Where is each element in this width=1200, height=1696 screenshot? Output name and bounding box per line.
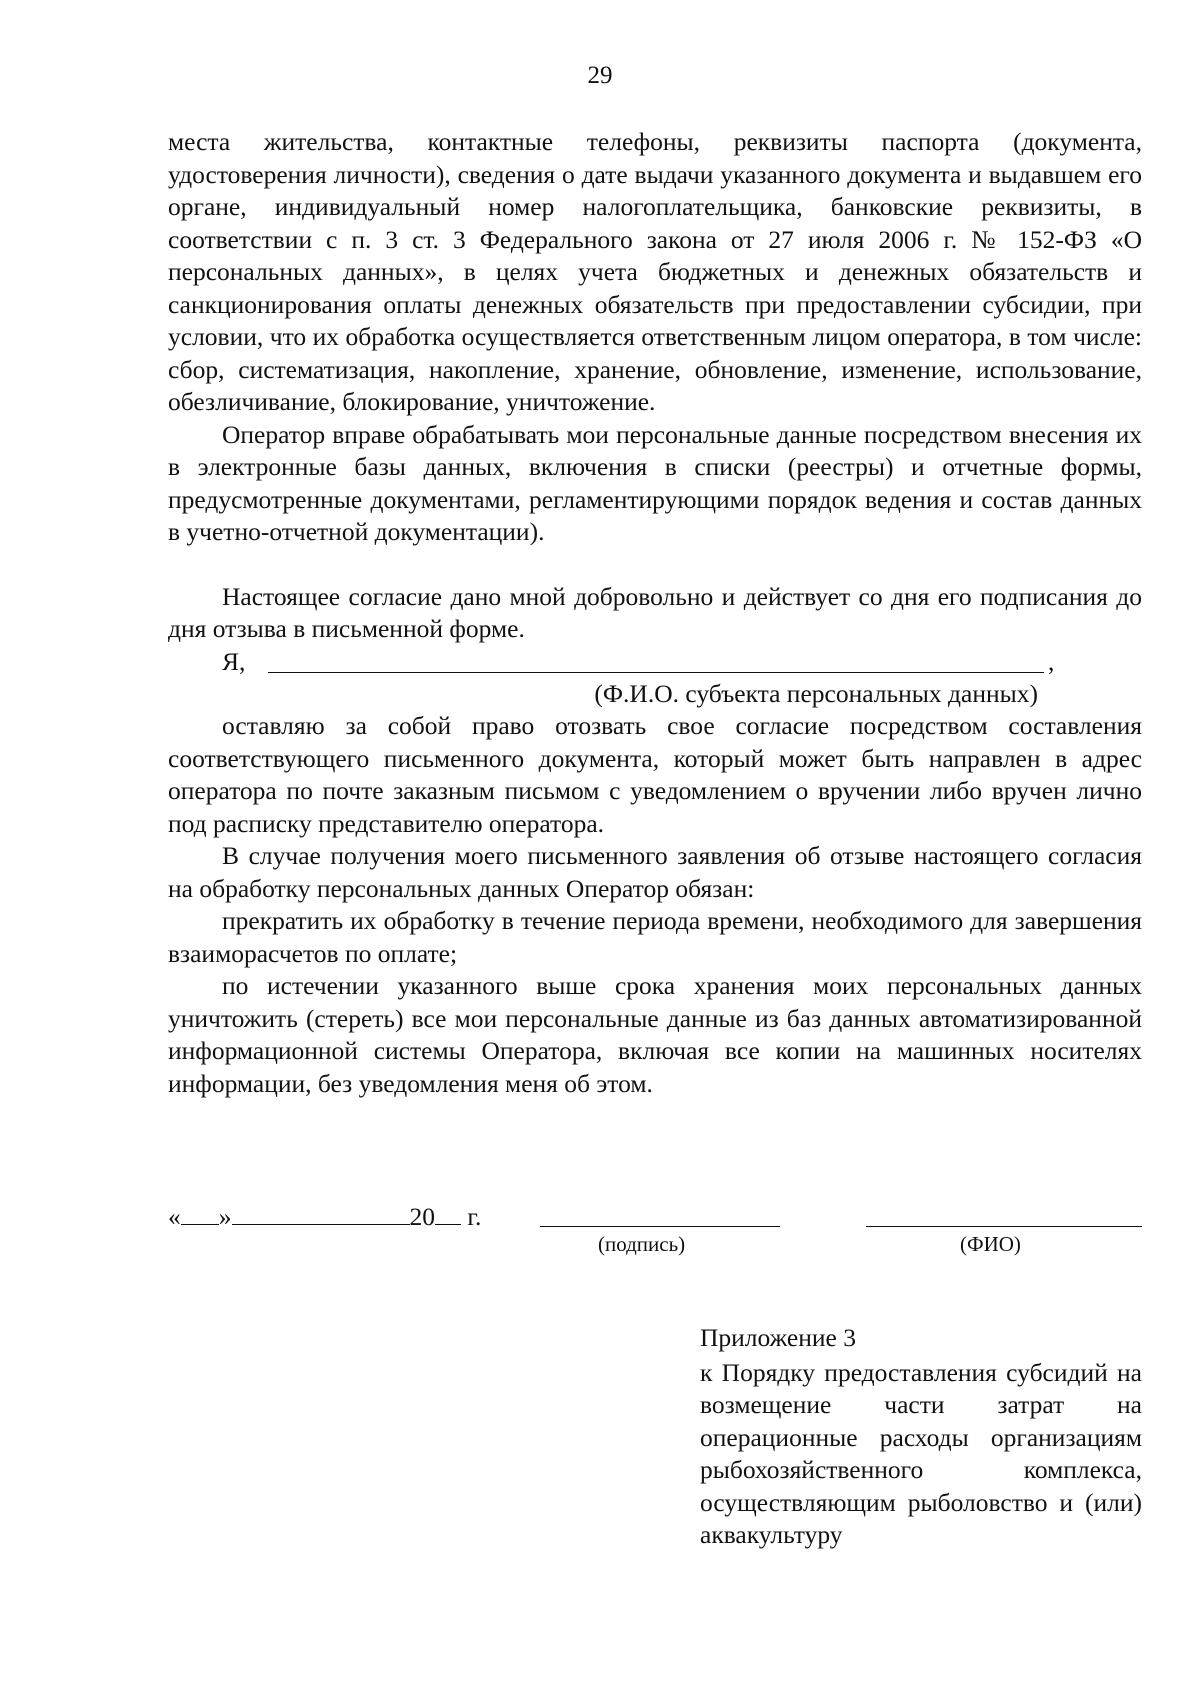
paragraph-stop-processing: прекратить их обработку в течение периода времени, необходимого для завершения взаиморасчетов по оплате; [168, 906, 1142, 968]
date-close-quote: » [218, 1202, 232, 1231]
signature-block [168, 1198, 1142, 1262]
paragraph-revoke-right: оставляю за собой право отозвать свое согласие посредством составления соответствующего письменного документа, который может быть направлен в адрес оператора по почте заказным письмом с уведомлением о вручении либо вручен лично под расписку представителю оператора. [168, 711, 1142, 838]
fio-signature-caption: (ФИО) [960, 1232, 1021, 1256]
document-body [168, 126, 1142, 1100]
fio-prefix: Я, [222, 646, 246, 676]
paragraph-operator-obligation: В случае получения моего письменного заявления об отзыве настоящего согласия на обработку персональных данных Оператор обязан: [168, 841, 1142, 903]
paragraph-consent: Настоящее согласие дано мной добровольно и действует со дня его подписания до дня отзыва в письменной форме. [168, 581, 1142, 643]
day-blank [181, 1198, 219, 1225]
date-field [168, 1198, 481, 1232]
annex-title: Приложение 3 [700, 1323, 856, 1352]
annex-text: к Порядку предоставления субсидий на возмещение части затрат на операционные расходы организациям рыбохозяйственного комплекса, осуществляющим рыболовство и (или) аквакультуру [700, 1357, 1142, 1549]
fio-caption: (Ф.И.О. субъекта персональных данных) [594, 678, 1038, 708]
year-suffix: г. [467, 1202, 482, 1231]
date-open-quote: « [168, 1202, 181, 1231]
month-blank [232, 1198, 410, 1225]
year-blank [435, 1198, 461, 1225]
page-number: 29 [587, 62, 613, 89]
spacer [168, 549, 1142, 581]
fio-fill-line [168, 646, 1142, 678]
paragraph-personal-data-list: места жительства, контактные телефоны, реквизиты паспорта (документа, удостоверения личности), сведения о дате выдачи указанного документа и выдавшем его органе, индивидуальный номер налогоплательщика, банковские реквизиты, в соответствии с п. 3 ст. 3 Федерального закона от 27 июля 2006 г. № 152-ФЗ «О персональных данных», в целях учета бюджетных и денежных обязательств и санкционирования оплаты денежных обязательств при предоставлении субсидии, при условии, что их обработка осуществляется ответственным лицом оператора, в том числе: сбор, систематизация, накопление, хранение, обновление, изменение, использование, обезличивание, блокирование, уничтожение. [168, 127, 1142, 416]
fio-signature-blank-line [866, 1226, 1142, 1227]
fio-blank-line [268, 672, 1044, 673]
paragraph-destroy-data: по истечении указанного выше срока хранения моих персональных данных уничтожить (стереть) все мои персональные данные из баз данных автоматизированной информационной системы Оператора, включая все копии на машинных носителях информации, без уведомления меня об этом. [168, 971, 1142, 1098]
paragraph-operator-rights: Оператор вправе обрабатывать мои персональные данные посредством внесения их в электронные базы данных, включения в списки (реестры) и отчетные формы, предусмотренные документами, регламентирующими порядок ведения и состав данных в учетно-отчетной документации). [168, 419, 1142, 546]
signature-blank-line [540, 1226, 780, 1227]
year-prefix: 20 [409, 1202, 435, 1231]
signature-caption: (подпись) [598, 1232, 686, 1256]
annex-heading-block [700, 1322, 1142, 1552]
fio-suffix: , [1048, 646, 1055, 676]
